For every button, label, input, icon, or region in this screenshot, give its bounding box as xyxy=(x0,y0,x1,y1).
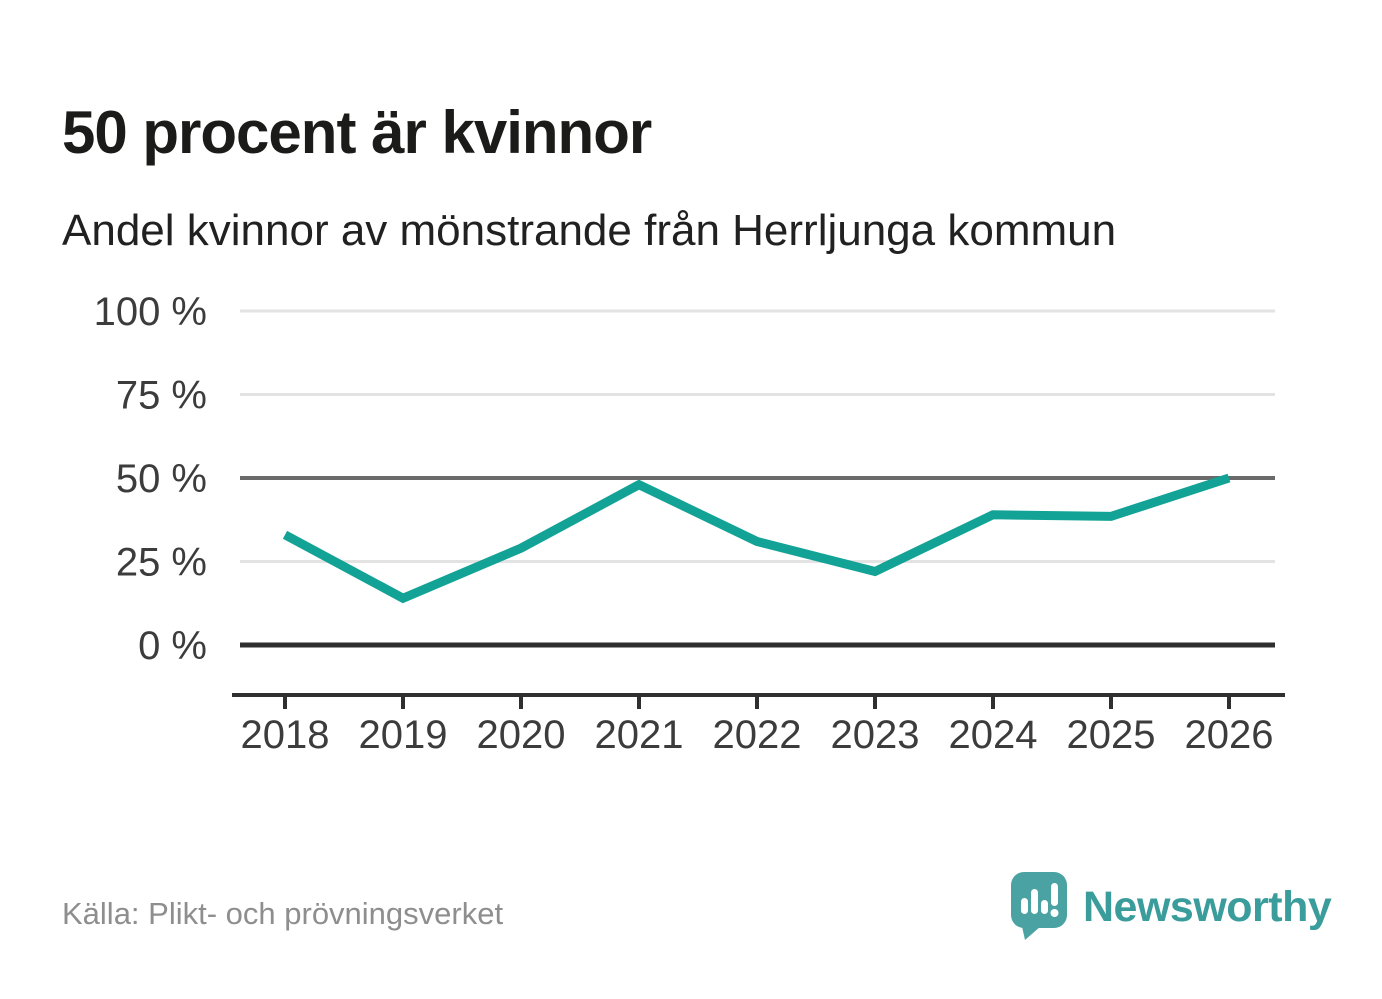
x-tick-label: 2024 xyxy=(948,713,1038,757)
x-tick-label: 2025 xyxy=(1066,713,1156,757)
newsworthy-logo xyxy=(1010,872,1331,942)
trend-line xyxy=(285,478,1229,598)
x-tick-label: 2023 xyxy=(830,713,920,757)
newsworthy-speech-bubble-barchart-icon xyxy=(1010,872,1068,942)
x-tick-label: 2020 xyxy=(476,713,566,757)
source-text: Källa: Plikt- och prövningsverket xyxy=(62,896,504,931)
x-tick-label: 2019 xyxy=(358,713,448,757)
x-tick-label: 2021 xyxy=(594,713,684,757)
chart-subtitle: Andel kvinnor av mönstrande från Herrljunga kommun xyxy=(62,206,1117,255)
x-tick-label: 2026 xyxy=(1184,713,1274,757)
y-tick-label: 0 % xyxy=(138,624,207,668)
y-tick-label: 100 % xyxy=(93,290,207,334)
chart-title: 50 procent är kvinnor xyxy=(62,99,652,167)
x-tick-label: 2022 xyxy=(712,713,802,757)
y-tick-label: 25 % xyxy=(115,540,207,585)
newsworthy-logo-text: Newsworthy xyxy=(1083,883,1332,931)
x-tick-label: 2018 xyxy=(240,713,330,757)
y-tick-label: 75 % xyxy=(115,373,207,418)
y-tick-label: 50 % xyxy=(115,457,207,501)
